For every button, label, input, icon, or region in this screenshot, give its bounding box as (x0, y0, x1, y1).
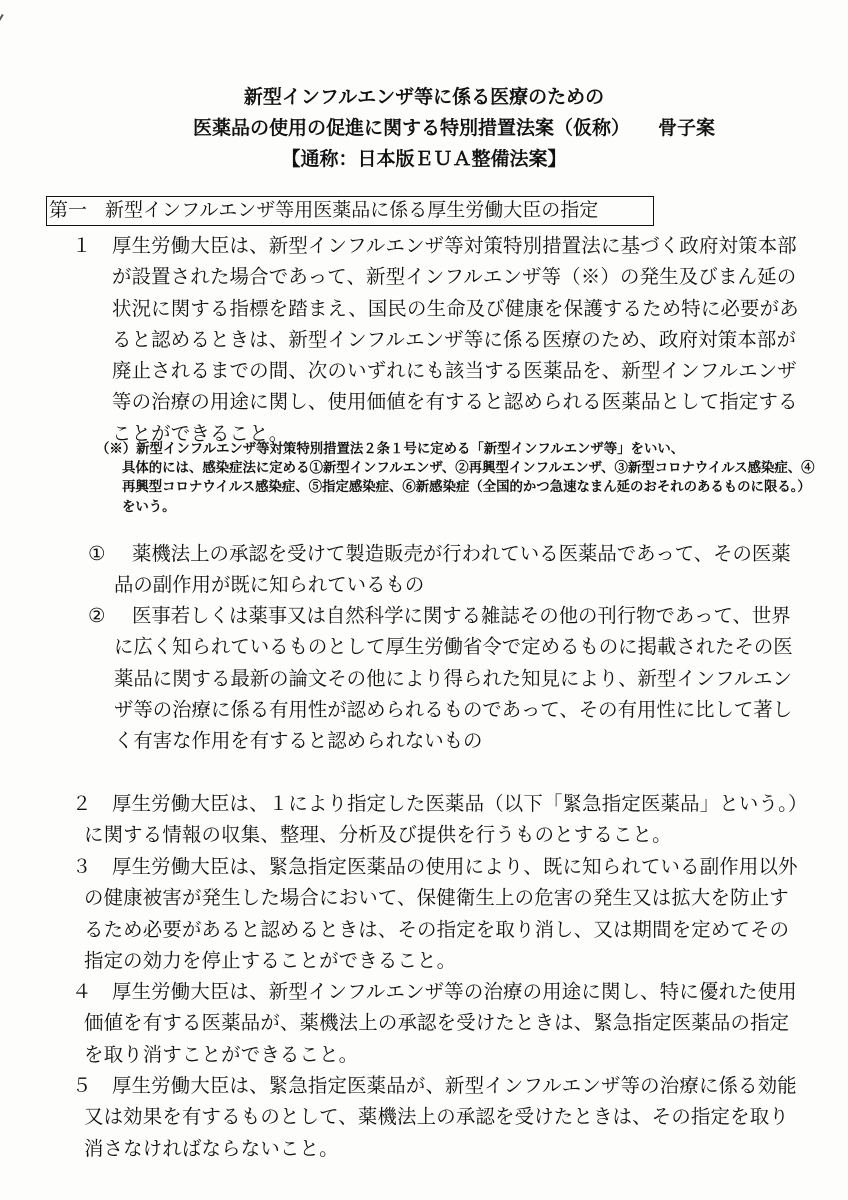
section-heading-text: 新型インフルエンザ等用医薬品に係る厚生労働大臣の指定 (105, 199, 599, 221)
item-number: ５ (72, 1074, 92, 1097)
item-5-text: 厚生労働大臣は、緊急指定医薬品が、新型インフルエンザ等の治療に係る効能又は効果を有するものとして、薬機法上の承認を受けたときは、その指定を取り消さなければならないこと。 (84, 1074, 797, 1160)
footnote (96, 440, 816, 517)
title-line-2-main: 医薬品の使用の促進に関する特別措置法案（仮称） (192, 117, 630, 139)
section-number: 第一 (49, 199, 88, 221)
item-number: ３ (72, 855, 92, 878)
section-heading (46, 196, 654, 226)
title-line-2 (30, 113, 848, 144)
subitem-mark: ① (88, 542, 106, 565)
subitem-2-text: 医事若しくは薬事又は自然科学に関する雑誌その他の刊行物であって、世界に広く知られているものとして厚生労働省令で定めるものに掲載されたその医薬品に関する最新の論文その他により得られた知見により、新型インフルエンザ等の治療に係る有用性が認められるものであって、その有用性に比して著しく有害な作用を有すると認められないもの (114, 604, 793, 753)
item-number: ４ (72, 980, 92, 1003)
item-1-text: 厚生労働大臣は、新型インフルエンザ等対策特別措置法に基づく政府対策本部が設置された場合であって、新型インフルエンザ等（※）の発生及びまん延の状況に関する指標を踏まえ、国民の生命及び健康を保護するため特に必要があると認めるときは、新型インフルエンザ等に係る医療のため、政府対策本部が廃止されるまでの間、次のいずれにも該当する医薬品を、新型インフルエンザ等の治療の用途に関し、使用価値を有すると認められる医薬品として指定することができること。 (112, 234, 799, 445)
item-2-text: 厚生労働大臣は、１により指定した医薬品（以下「緊急指定医薬品」という。）に関する情報の収集、整理、分析及び提供を行うものとすること。 (84, 792, 798, 847)
title-suffix: 骨子案 (658, 117, 716, 139)
title-line-3: 【通称：日本版ＥＵＡ整備法案】 (281, 148, 567, 170)
item-number: １ (72, 234, 92, 257)
item-3-text: 厚生労働大臣は、緊急指定医薬品の使用により、既に知られている副作用以外の健康被害が発生した場合において、保健衛生上の危害の発生又は拡大を防止するため必要があると認めるときは、その指定を取り消し、又は期間を定めてその指定の効力を停止することができること。 (84, 855, 798, 972)
document-title (0, 82, 848, 175)
item-number: ２ (72, 792, 92, 815)
subitem-mark: ② (88, 604, 106, 627)
item-4-text: 厚生労働大臣は、新型インフルエンザ等の治療の用途に関し、特に優れた使用価値を有する医薬品が、薬機法上の承認を受けたときは、緊急指定医薬品の指定を取り消すことができること。 (84, 980, 797, 1066)
footnote-line-1: （※）新型インフルエンザ等対策特別措置法２条１号に定める「新型インフルエンザ等」をいい、 (96, 441, 685, 457)
title-line-1: 新型インフルエンザ等に係る医療のための (243, 86, 605, 108)
scan-artifact-mark (0, 14, 4, 37)
footnote-rest: 具体的には、感染症法に定める①新型インフルエンザ、②再興型インフルエンザ、③新型コロナウイルス感染症、④再興型コロナウイルス感染症、⑤指定感染症、⑥新感染症（全国的かつ急速なまん延のおそれのあるものに限る。）をいう。 (122, 460, 815, 515)
subitem-1-text: 薬機法上の承認を受けて製造販売が行われている医薬品であって、その医薬品の副作用が既に知られているもの (114, 542, 791, 597)
